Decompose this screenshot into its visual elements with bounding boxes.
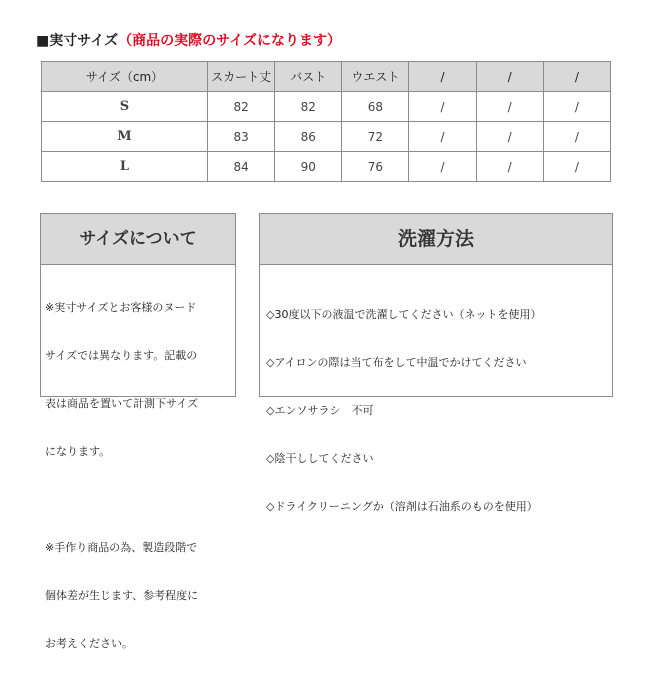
size-note-line: 表は商品を置いて計測下サイズ <box>45 397 199 410</box>
size-note-line: 個体差が生じます、参考程度に <box>45 589 199 602</box>
cell-skirt-length: 82 <box>208 92 275 122</box>
washing-line: ◇エンソサラシ 不可 <box>266 404 374 417</box>
cell-waist: 68 <box>342 92 409 122</box>
table-row <box>42 92 611 122</box>
size-note-line: ※実寸サイズとお客様のヌード <box>45 301 197 314</box>
cell-empty: / <box>543 122 610 152</box>
header-size: サイズ（cm） <box>42 62 208 92</box>
size-table <box>41 61 611 182</box>
header-waist: ウエスト <box>342 62 409 92</box>
cell-empty: / <box>476 92 543 122</box>
size-note-line: サイズでは異なります。記載の <box>45 349 198 362</box>
cell-waist: 72 <box>342 122 409 152</box>
washing-instructions <box>260 265 612 547</box>
cell-empty: / <box>409 92 476 122</box>
washing-line: ◇陰干ししてください <box>266 452 374 465</box>
washing-title: 洗濯方法 <box>260 214 612 265</box>
cell-skirt-length: 83 <box>208 122 275 152</box>
size-note-title: サイズについて <box>41 214 235 265</box>
page-title <box>36 30 341 50</box>
header-empty-3: / <box>543 62 610 92</box>
header-empty-2: / <box>476 62 543 92</box>
header-skirt-length: スカート丈 <box>208 62 275 92</box>
size-note-line: になります。 <box>45 445 111 458</box>
washing-line: ◇30度以下の液温で洗濯してください（ネットを使用） <box>266 308 542 321</box>
row-label: S <box>42 92 208 122</box>
cell-bust: 82 <box>275 92 342 122</box>
cell-empty: / <box>543 92 610 122</box>
paragraph-gap <box>45 492 231 508</box>
title-black: ■実寸サイズ <box>36 33 119 49</box>
title-red-note: （商品の実際のサイズになります） <box>118 33 341 49</box>
cell-empty: / <box>476 152 543 182</box>
washing-line: ◇アイロンの際は当て布をして中温でかけてください <box>266 356 527 369</box>
row-label: M <box>42 122 208 152</box>
cell-empty: / <box>543 152 610 182</box>
cell-empty: / <box>409 152 476 182</box>
size-table-header-row <box>42 62 611 92</box>
cell-skirt-length: 84 <box>208 152 275 182</box>
washing-box <box>259 213 613 513</box>
table-row <box>42 122 611 152</box>
cell-empty: / <box>409 122 476 152</box>
size-note-box <box>40 213 236 650</box>
cell-waist: 76 <box>342 152 409 182</box>
header-empty-1: / <box>409 62 476 92</box>
cell-empty: / <box>476 122 543 152</box>
cell-bust: 86 <box>275 122 342 152</box>
header-bust: バスト <box>275 62 342 92</box>
table-row <box>42 152 611 182</box>
size-note-line: ※手作り商品の為、製造段階で <box>45 541 198 554</box>
cell-bust: 90 <box>275 152 342 182</box>
washing-line: ◇ドライクリーニングか（溶剤は石油系のものを使用） <box>266 500 538 513</box>
size-note-line: お考えください。 <box>45 637 133 650</box>
size-note-text <box>41 265 235 684</box>
row-label: L <box>42 152 208 182</box>
